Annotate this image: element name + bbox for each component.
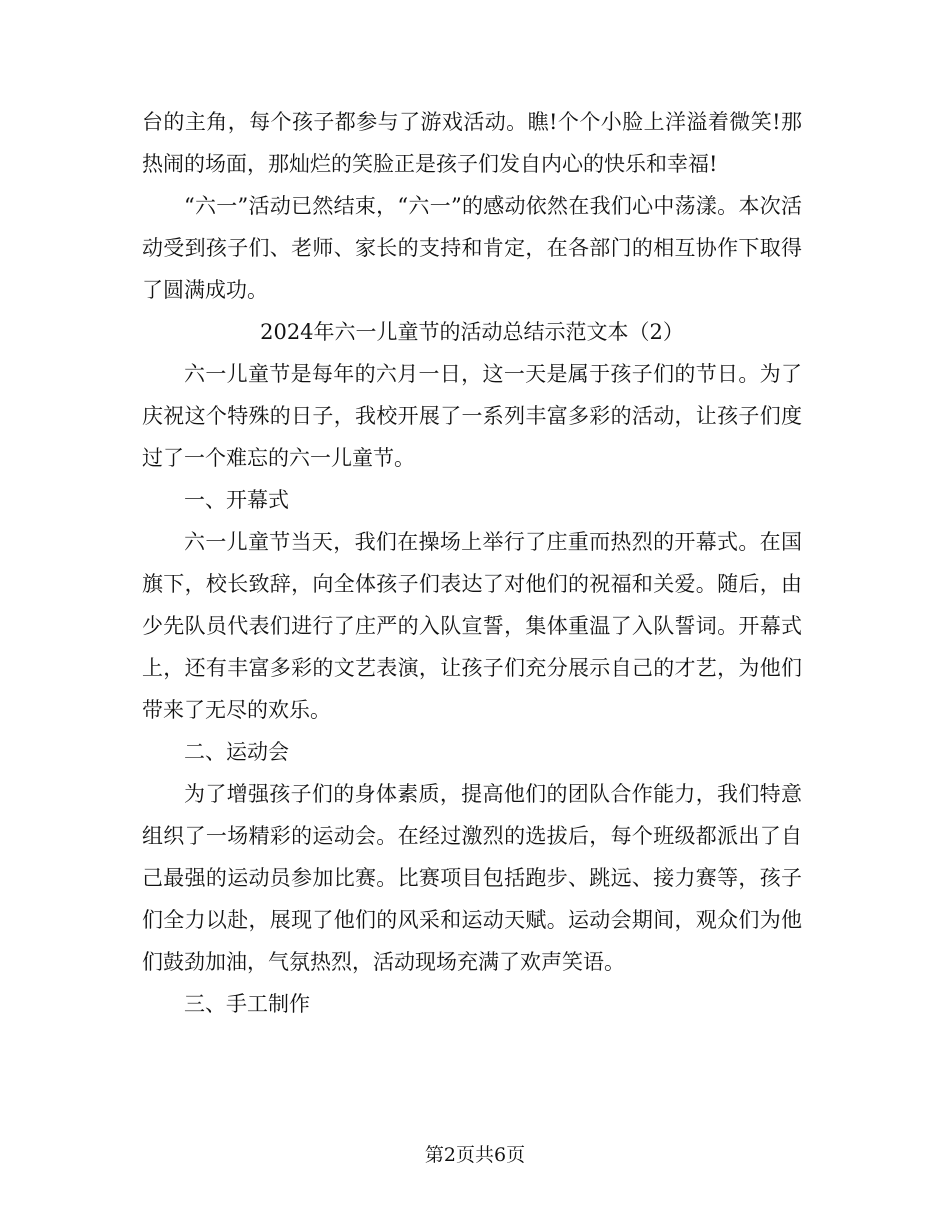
document-body bbox=[142, 101, 802, 1025]
intro-paragraph: 六一儿童节是每年的六月一日，这一天是属于孩子们的节日。为了庆祝这个特殊的日子，我校开展了一系列丰富多彩的活动，让孩子们度过了一个难忘的六一儿童节。 bbox=[142, 362, 802, 470]
section-heading-sports: 二、运动会 bbox=[184, 740, 289, 764]
section-heading-opening: 一、开幕式 bbox=[184, 488, 289, 512]
page-number: 第2页共6页 bbox=[424, 1144, 526, 1166]
continuation-paragraph: 台的主角，每个孩子都参与了游戏活动。瞧!个个小脸上洋溢着微笑!那热闹的场面，那灿烂的笑脸正是孩子们发自内心的快乐和幸福! bbox=[142, 110, 802, 176]
section-heading-handcraft: 三、手工制作 bbox=[184, 992, 310, 1016]
closing-paragraph: “六一”活动已然结束，“六一”的感动依然在我们心中荡漾。本次活动受到孩子们、老师、家长的支持和肯定，在各部门的相互协作下取得了圆满成功。 bbox=[142, 194, 802, 302]
section-body-sports: 为了增强孩子们的身体素质，提高他们的团队合作能力，我们特意组织了一场精彩的运动会。在经过激烈的选拔后，每个班级都派出了自己最强的运动员参加比赛。比赛项目包括跑步、跳远、接力赛等，孩子们全力以赴，展现了他们的风采和运动天赋。运动会期间，观众们为他们鼓劲加油，气氛热烈，活动现场充满了欢声笑语。 bbox=[142, 782, 802, 974]
document-title: 2024年六一儿童节的活动总结示范文本（2） bbox=[260, 320, 684, 344]
section-body-opening: 六一儿童节当天，我们在操场上举行了庄重而热烈的开幕式。在国旗下，校长致辞，向全体孩子们表达了对他们的祝福和关爱。随后，由少先队员代表们进行了庄严的入队宣誓，集体重温了入队誓词。开幕式上，还有丰富多彩的文艺表演，让孩子们充分展示自己的才艺，为他们带来了无尽的欢乐。 bbox=[142, 530, 802, 722]
